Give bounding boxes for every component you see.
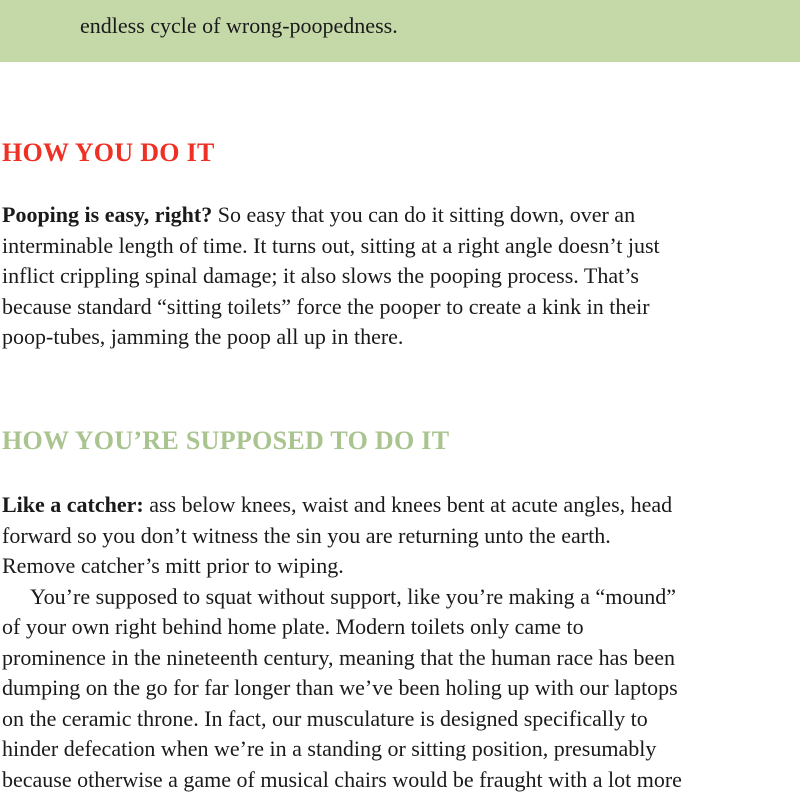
- callout-text: [80, 0, 780, 41]
- section-heading-how-youre-supposed-to-do-it: HOW YOU’RE SUPPOSED TO DO IT: [2, 426, 450, 455]
- text-line: [2, 200, 798, 231]
- text-line: Remove catcher’s mitt prior to wiping.: [2, 553, 344, 578]
- text-line: forward so you don’t witness the sin you are returning unto the earth.: [2, 522, 611, 548]
- lead-in: Pooping is easy, right?: [2, 202, 213, 227]
- section1-paragraph: [2, 200, 798, 353]
- text-line: of your own right behind home plate. Modern toilets only came to: [2, 614, 584, 639]
- text-line: on the ceramic throne. In fact, our musculature is designed specifically to: [2, 705, 648, 731]
- text-line: hinder defecation when we’re in a standing or sitting position, presumably: [2, 736, 657, 761]
- text-span: ass below knees, waist and knees bent at acute angles, head: [143, 492, 673, 517]
- text-line: inflict crippling spinal damage; it also slows the pooping process. That’s: [2, 263, 639, 288]
- text-line: because standard “sitting toilets” force the pooper to create a kink in their: [2, 293, 650, 319]
- text-line: [2, 490, 798, 521]
- text-span: So easy that you can do it sitting down, over an: [212, 202, 636, 227]
- callout-box: [0, 0, 800, 62]
- text-line: dumping on the go for far longer than we’ve been holing up with our laptops: [2, 675, 678, 700]
- text-line: interminable length of time. It turns out, sitting at a right angle doesn’t just: [2, 232, 660, 258]
- text-line: You’re supposed to squat without support, like you’re making a “mound”: [30, 583, 677, 609]
- text-line: because otherwise a game of musical chairs would be fraught with a lot more: [2, 766, 682, 792]
- text-line: prominence in the nineteenth century, meaning that the human race has been: [2, 644, 675, 670]
- section-heading-how-you-do-it: HOW YOU DO IT: [2, 138, 215, 167]
- section2-paragraph: [2, 490, 798, 795]
- text-line: poop-tubes, jamming the poop all up in there.: [2, 324, 404, 349]
- callout-line-2: endless cycle of wrong-poopedness.: [80, 13, 398, 38]
- lead-in: Like a catcher:: [2, 492, 144, 517]
